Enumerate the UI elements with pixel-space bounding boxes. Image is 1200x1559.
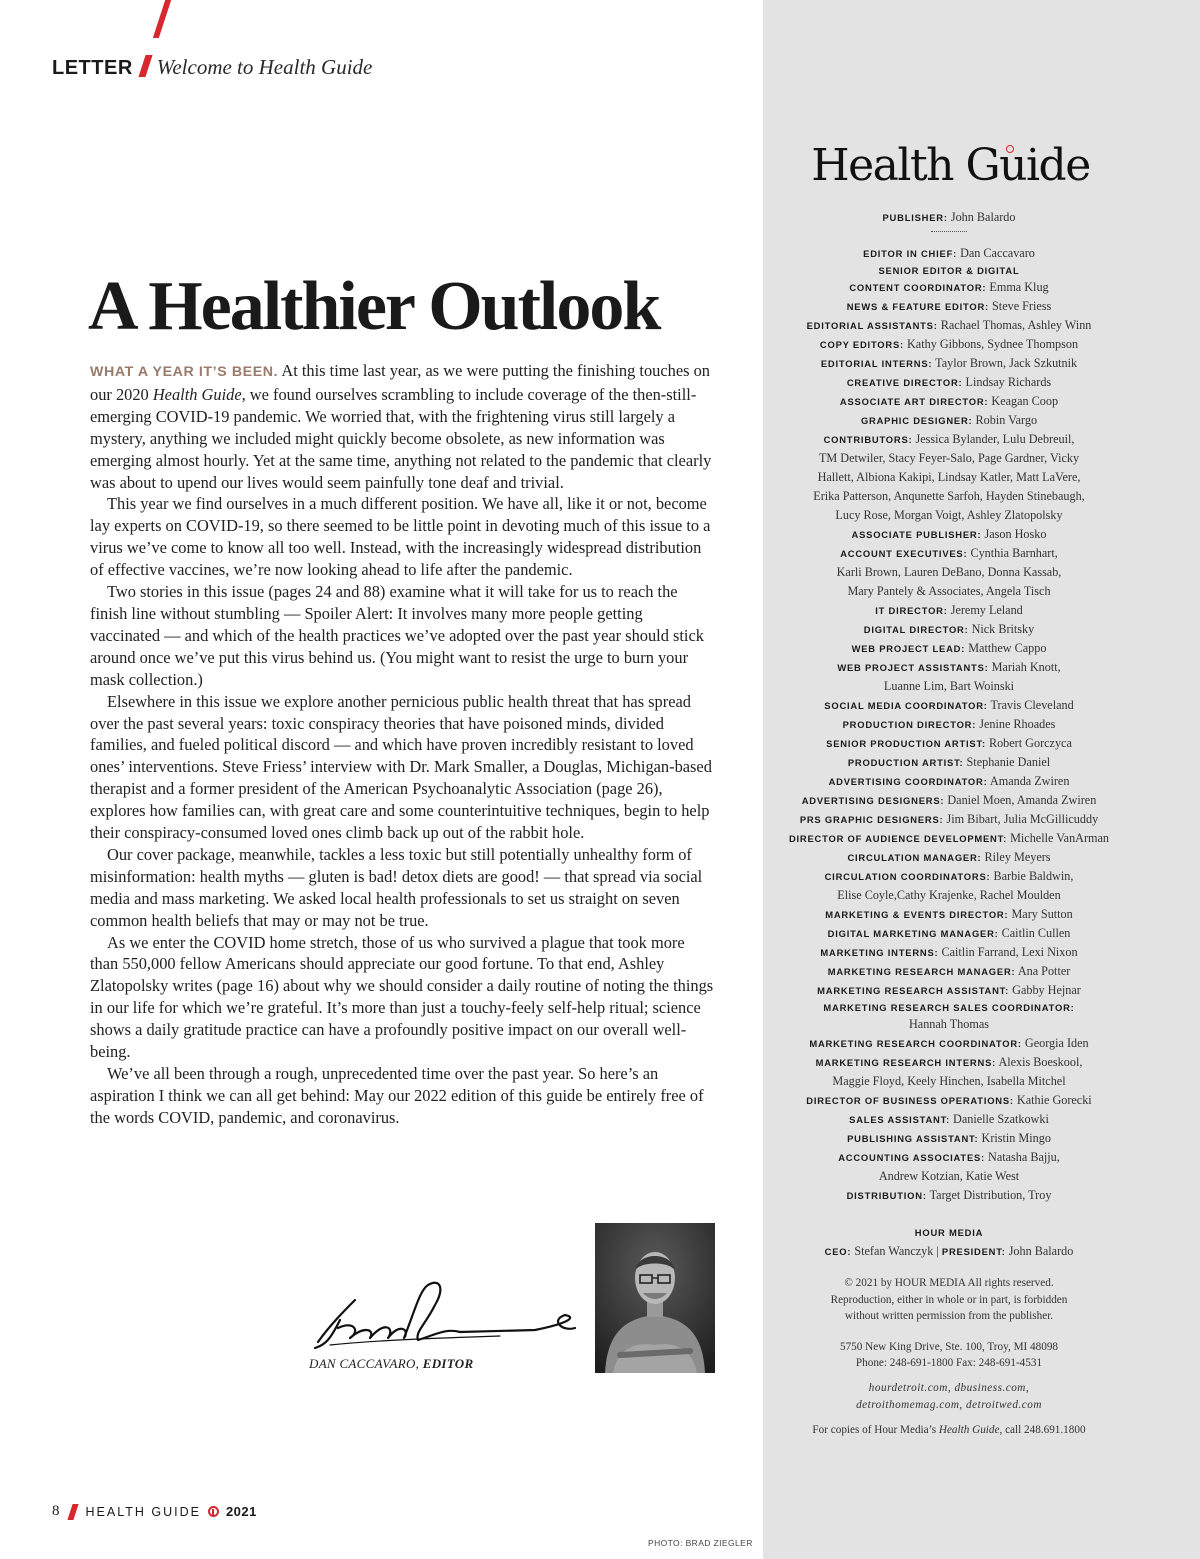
staff-name: Rachael Thomas, Ashley Winn <box>940 318 1092 332</box>
staff-entry <box>763 639 1135 658</box>
article-paragraph: We’ve all been through a rough, unprecedented time over the past year. So here’s an aspiration I think we can all get behind: May our 2022 edition of this guide be entirely free of the words COVID, pandemic, and coronavirus. <box>90 1064 704 1127</box>
staff-name: Amanda Zwiren <box>989 774 1070 788</box>
staff-role: CONTRIBUTORS: <box>823 434 913 445</box>
staff-role: IT DIRECTOR: <box>875 605 948 616</box>
logo-accent-icon <box>1006 145 1014 153</box>
article-paragraph: Two stories in this issue (pages 24 and 88) examine what it will take for us to reach the finish line without stumbling — Spoiler Alert: It involves many more people getting vaccinated — and which of the health practices we’ve adopted over the past year should stick around once we’ve put this virus behind us. (You might want to resist the urge to burn your mask collection.) <box>90 582 704 689</box>
spacer <box>763 1372 1135 1380</box>
staff-role: CIRCULATION MANAGER: <box>847 852 982 863</box>
spacer <box>763 1261 1135 1275</box>
copies-text: , call 248.691.1800 <box>999 1423 1086 1436</box>
portrait-illustration <box>595 1223 715 1373</box>
staff-role: DIGITAL DIRECTOR: <box>863 624 969 635</box>
article-paragraph: Our cover package, meanwhile, tackles a less toxic but still potentially unhealthy form of misinformation: health myths — gluten is bad! detox diets are good! — that spread via social media and mass marketing. We asked local health professionals to set us straight on seven common health beliefs that may or may not be true. <box>90 844 703 930</box>
staff-entry <box>763 734 1135 753</box>
staff-entry <box>763 829 1135 848</box>
issue-year: 2021 <box>225 1504 257 1519</box>
staff-name: Andrew Kotzian, Katie West <box>878 1169 1020 1183</box>
staff-role: PRODUCTION DIRECTOR: <box>842 719 977 730</box>
staff-entry <box>763 1072 1135 1091</box>
spacer <box>763 1414 1135 1422</box>
staff-name: Riley Meyers <box>984 850 1051 864</box>
staff-entry <box>763 810 1135 829</box>
staff-entry <box>763 449 1135 468</box>
staff-entry <box>763 582 1135 601</box>
copyright-line: © 2021 by HOUR MEDIA All rights reserved. <box>844 1277 1054 1289</box>
magazine-name: HEALTH GUIDE <box>85 1504 201 1519</box>
website-list: detroithomemag.com, detroitwed.com <box>856 1398 1042 1411</box>
staff-role: MARKETING INTERNS: <box>820 947 939 958</box>
page-folio <box>52 1503 257 1520</box>
staff-name: Jessica Bylander, Lulu Debreuil, <box>915 432 1075 446</box>
article-paragraph: Elsewhere in this issue we explore another pernicious public health threat that has spread over the past several years: toxic conspiracy theories that have poisoned minds, divided families, and fueled political discord — and which have proven incredibly resistant to loved ones’ interventions. Steve Friess’ interview with Dr. Mark Smaller, a Douglas, Michigan-based therapist and a former president of the American Psychoanalytic Association (page 26), explores how families can, with great care and some counterintuitive techniques, begin to help their conspiracy-consumed loved ones climb back up out of the rabbit hole. <box>90 691 712 843</box>
staff-name: Jason Hosko <box>984 527 1047 541</box>
staff-name: Jenine Rhoades <box>979 717 1056 731</box>
staff-role: ACCOUNTING ASSOCIATES: <box>838 1152 985 1163</box>
staff-role: SENIOR PRODUCTION ARTIST: <box>826 738 986 749</box>
staff-entry <box>763 677 1135 696</box>
staff-name: Dan Caccavaro <box>960 246 1035 260</box>
reproduction-notice: without written permission from the publisher. <box>844 1310 1054 1322</box>
staff-name: John Balardo <box>950 210 1016 224</box>
phone-fax: Phone: 248-691-1800 Fax: 248-691-4531 <box>855 1357 1043 1369</box>
staff-name: Lindsay Richards <box>965 375 1052 389</box>
staff-entry <box>763 244 1135 263</box>
staff-name: TM Detwiler, Stacy Feyer-Salo, Page Gardner, Vicky <box>818 451 1080 465</box>
staff-name: Danielle Szatkowki <box>953 1112 1049 1126</box>
staff-role: PUBLISHER: <box>882 212 948 223</box>
staff-role: PRODUCTION ARTIST: <box>847 757 964 768</box>
staff-entry <box>763 981 1135 1000</box>
page-number: 8 <box>52 1503 60 1519</box>
magazine-title-italic: Health Guide <box>938 1423 1000 1436</box>
staff-role: SALES ASSISTANT: <box>849 1114 950 1125</box>
staff-role: ASSOCIATE PUBLISHER: <box>851 529 982 540</box>
article-paragraph <box>90 360 715 493</box>
staff-name: Jim Bibart, Julia McGillicuddy <box>946 812 1099 826</box>
staff-name: Target Distribution, Troy <box>929 1188 1052 1202</box>
staff-role: WEB PROJECT LEAD: <box>851 643 966 654</box>
staff-role: SOCIAL MEDIA COORDINATOR: <box>824 700 988 711</box>
staff-entry <box>763 354 1135 373</box>
staff-role: PUBLISHING ASSISTANT: <box>847 1133 979 1144</box>
staff-entry <box>763 1015 1135 1034</box>
staff-entry <box>763 658 1135 677</box>
staff-role: DISTRIBUTION: <box>846 1190 927 1201</box>
staff-name: Alexis Boeskool, <box>998 1055 1083 1069</box>
staff-entry <box>763 487 1135 506</box>
staff-entry <box>763 715 1135 734</box>
copies-text: For copies of Hour Media’s <box>812 1423 939 1436</box>
staff-entry <box>763 1053 1135 1072</box>
staff-entry <box>763 772 1135 791</box>
staff-name: John Balardo <box>1008 1244 1074 1258</box>
staff-name: Steve Friess <box>992 299 1052 313</box>
staff-role: MARKETING RESEARCH COORDINATOR: <box>809 1038 1022 1049</box>
staff-name: Maggie Floyd, Keely Hinchen, Isabella Mitchel <box>832 1074 1066 1088</box>
staff-entry <box>763 962 1135 981</box>
staff-entry <box>763 791 1135 810</box>
staff-name: Michelle VanArman <box>1010 831 1110 845</box>
staff-name: Elise Coyle,Cathy Krajenke, Rachel Moulden <box>837 888 1061 902</box>
staff-entry <box>763 1129 1135 1148</box>
staff-entry <box>763 1110 1135 1129</box>
staff-name: Jeremy Leland <box>950 603 1023 617</box>
staff-name: Lucy Rose, Morgan Voigt, Ashley Zlatopolsky <box>835 508 1063 522</box>
staff-name: Erika Patterson, Anqunette Sarfoh, Hayden Stinebaugh, <box>813 489 1085 503</box>
health-guide-logo: Health Guide <box>811 140 1090 191</box>
staff-entry <box>763 696 1135 715</box>
top-red-slash <box>153 0 173 38</box>
staff-entry <box>763 411 1135 430</box>
photo-credit: PHOTO: BRAD ZIEGLER <box>648 1538 753 1548</box>
executives-line: CEO: Stefan Wanczyk | PRESIDENT: John Balardo <box>824 1244 1074 1258</box>
copies-info <box>763 1422 1135 1439</box>
staff-name: Robert Gorczyca <box>988 736 1072 750</box>
section-subtitle: Welcome to Health Guide <box>156 55 373 79</box>
section-header <box>52 52 372 80</box>
staff-entry <box>763 943 1135 962</box>
staff-entry <box>763 1091 1135 1110</box>
staff-name: Hallett, Albiona Kakipi, Lindsay Katler, Matt LaVere, <box>817 470 1081 484</box>
editor-name: DAN CACCAVARO, <box>309 1356 420 1371</box>
paragraph-text: , we found ourselves scrambling to include coverage of the then-still-emerging COVID-19 pandemic. We worried that, with the frightening virus still largely a mystery, anything we included might quickly become obsolete, as new information was emerging almost hourly. Yet at the same time, anything not related to the pandemic that clearly was about to upend our lives would seem painfully tone deaf and trivial. <box>90 384 712 492</box>
staff-entry <box>763 430 1135 449</box>
address: 5750 New King Drive, Ste. 100, Troy, MI 48098 <box>839 1340 1059 1353</box>
staff-entries <box>763 244 1135 1205</box>
logo-accent-icon <box>208 1506 219 1517</box>
staff-entry <box>763 373 1135 392</box>
article-paragraph: This year we find ourselves in a much different position. We have all, like it or not, become lay experts on COVID-19, so there seemed to be little point in devoting much of this issue to a virus we’ve come to know all too well. Instead, with the increasingly widespread distribution of effective vaccines, we’re now looking ahead to life after the pandemic. <box>90 494 711 580</box>
staff-name: Keagan Coop <box>991 394 1059 408</box>
staff-name: Mariah Knott, <box>991 660 1061 674</box>
editor-credit <box>309 1356 473 1372</box>
staff-entry <box>763 468 1135 487</box>
staff-entry <box>763 1167 1135 1186</box>
masthead-divider <box>931 231 967 232</box>
staff-entry <box>763 335 1135 354</box>
article-headline: A Healthier Outlook <box>88 268 660 345</box>
staff-name: Kathy Gibbons, Sydnee Thompson <box>907 337 1079 351</box>
staff-entry <box>763 924 1135 943</box>
website-list: hourdetroit.com, dbusiness.com, <box>868 1381 1030 1394</box>
lead-in: WHAT A YEAR IT’S BEEN. <box>90 364 279 380</box>
staff-entry <box>763 886 1135 905</box>
red-slash-icon <box>138 55 152 77</box>
staff-entry <box>763 297 1135 316</box>
staff-name: Karli Brown, Lauren DeBano, Donna Kassab, <box>836 565 1062 579</box>
staff-role: CIRCULATION COORDINATORS: <box>824 871 991 882</box>
staff-entry <box>763 1034 1135 1053</box>
staff-name: Robin Vargo <box>975 413 1038 427</box>
staff-entry <box>763 1186 1135 1205</box>
staff-role: ADVERTISING DESIGNERS: <box>801 795 945 806</box>
staff-name: Daniel Moen, Amanda Zwiren <box>947 793 1097 807</box>
staff-role: MARKETING RESEARCH ASSISTANT: <box>817 985 1010 996</box>
staff-role: DIRECTOR OF BUSINESS OPERATIONS: <box>806 1095 1014 1106</box>
editor-portrait-photo <box>595 1223 715 1373</box>
staff-name: Travis Cleveland <box>990 698 1074 712</box>
staff-entry <box>763 544 1135 563</box>
staff-role: EDITORIAL ASSISTANTS: <box>806 320 938 331</box>
staff-role: EDITOR IN CHIEF: <box>863 248 958 259</box>
staff-role: EDITORIAL INTERNS: <box>820 358 933 369</box>
staff-name: Gabby Hejnar <box>1012 983 1081 997</box>
staff-role: CONTENT COORDINATOR: <box>849 282 987 293</box>
article-body <box>90 360 715 1129</box>
masthead-staff-list <box>763 208 1135 1438</box>
staff-name: Kristin Mingo <box>981 1131 1051 1145</box>
staff-name: Taylor Brown, Jack Szkutnik <box>935 356 1078 370</box>
red-slash-icon <box>67 1504 78 1520</box>
staff-name: Emma Klug <box>989 280 1049 294</box>
staff-role: DIGITAL MARKETING MANAGER: <box>827 928 999 939</box>
staff-entry <box>763 1148 1135 1167</box>
staff-name: Stefan Wanczyk <box>854 1244 934 1258</box>
article-paragraph: As we enter the COVID home stretch, those of us who survived a plague that took more than 550,000 fellow Americans should appreciate our good fortune. To that end, Ashley Zlatopolsky writes (page 16) about why we should consider a daily routine of noting the things in our life for which we’re grateful. It’s more than just a touchy-feely self-help ritual; science shows a daily gratitude practice can have a profoundly positive impact on our overall well-being. <box>90 932 714 1062</box>
staff-role: COPY EDITORS: <box>819 339 904 350</box>
staff-role: MARKETING & EVENTS DIRECTOR: <box>825 909 1009 920</box>
editor-signature <box>300 1270 590 1360</box>
staff-entry <box>763 525 1135 544</box>
staff-name: Mary Pantely & Associates, Angela Tisch <box>847 584 1051 598</box>
staff-role: ADVERTISING COORDINATOR: <box>828 776 988 787</box>
staff-role: ACCOUNT EXECUTIVES: <box>840 548 968 559</box>
staff-role: CEO: <box>824 1246 852 1257</box>
staff-entry <box>763 392 1135 411</box>
company-block <box>763 1223 1135 1261</box>
staff-role: NEWS & FEATURE EDITOR: <box>846 301 989 312</box>
staff-role: PRS GRAPHIC DESIGNERS: <box>799 814 944 825</box>
staff-entry <box>763 867 1135 886</box>
staff-role: MARKETING RESEARCH MANAGER: <box>827 966 1016 977</box>
company-name: HOUR MEDIA <box>914 1227 984 1238</box>
staff-name: Luanne Lim, Bart Woinski <box>883 679 1015 693</box>
staff-name: Georgia Iden <box>1024 1036 1089 1050</box>
staff-entry <box>763 563 1135 582</box>
staff-name: Nick Britsky <box>971 622 1035 636</box>
staff-entry <box>763 263 1135 278</box>
section-label: LETTER <box>52 57 133 79</box>
staff-role: PRESIDENT: <box>941 1246 1006 1257</box>
staff-entry <box>763 1000 1135 1015</box>
staff-role: MARKETING RESEARCH INTERNS: <box>815 1057 997 1068</box>
staff-role: ASSOCIATE ART DIRECTOR: <box>839 396 989 407</box>
staff-name: Cynthia Barnhart, <box>970 546 1058 560</box>
staff-role: CREATIVE DIRECTOR: <box>846 377 963 388</box>
publisher-line <box>763 208 1135 227</box>
staff-role: SENIOR EDITOR & DIGITAL <box>878 265 1020 276</box>
staff-name: Natasha Bajju, <box>988 1150 1060 1164</box>
spacer <box>763 1325 1135 1339</box>
staff-role: MARKETING RESEARCH SALES COORDINATOR: <box>823 1002 1075 1013</box>
staff-entry <box>763 278 1135 297</box>
staff-name: Hannah Thomas <box>909 1017 989 1031</box>
staff-role: GRAPHIC DESIGNER: <box>860 415 973 426</box>
staff-name: Kathie Gorecki <box>1016 1093 1092 1107</box>
staff-name: Ana Potter <box>1017 964 1071 978</box>
reproduction-notice: Reproduction, either in whole or in part, is forbidden <box>830 1293 1068 1306</box>
magazine-title-italic: Health Guide <box>152 384 242 404</box>
staff-role: WEB PROJECT ASSISTANTS: <box>837 662 989 673</box>
paragraph-text: At this time last year, as we were putting the finishing touches on our 2020 <box>90 361 710 404</box>
editor-title: EDITOR <box>422 1356 474 1371</box>
staff-entry <box>763 506 1135 525</box>
staff-role: DIRECTOR OF AUDIENCE DEVELOPMENT: <box>788 833 1008 844</box>
staff-entry <box>763 848 1135 867</box>
staff-name: Caitlin Farrand, Lexi Nixon <box>941 945 1078 959</box>
staff-name: Caitlin Cullen <box>1001 926 1071 940</box>
staff-name: Stephanie Daniel <box>966 755 1051 769</box>
staff-entry <box>763 620 1135 639</box>
staff-entry <box>763 316 1135 335</box>
staff-name: Matthew Cappo <box>968 641 1047 655</box>
staff-entry <box>763 753 1135 772</box>
staff-entry <box>763 905 1135 924</box>
staff-entry <box>763 601 1135 620</box>
staff-name: Barbie Baldwin, <box>993 869 1074 883</box>
staff-name: Mary Sutton <box>1011 907 1073 921</box>
